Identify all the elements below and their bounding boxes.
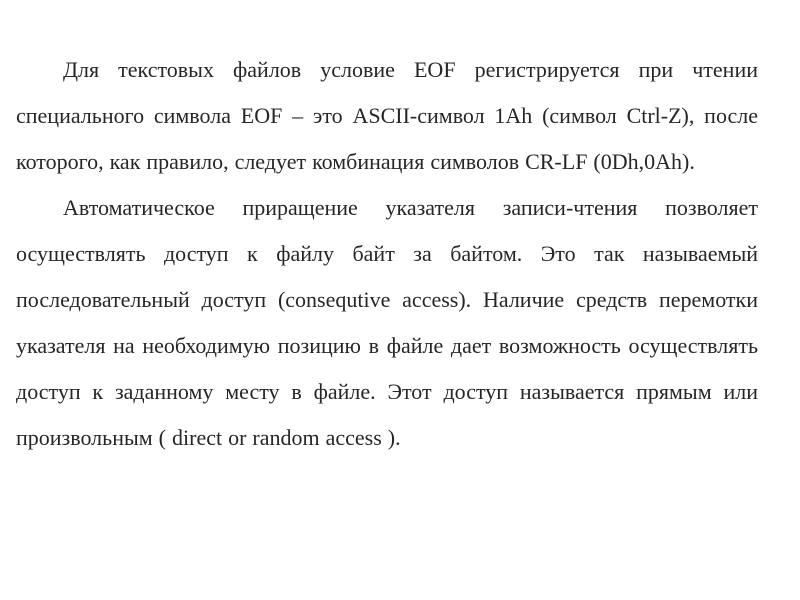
text-block — [16, 47, 758, 461]
paragraph-eof: Для текстовых файлов условие EOF регистрируется при чтении специального символа EOF – это ASCII-символ 1Ah (символ Ctrl-Z), после которого, как правило, следует комбинация символов CR-LF (0Dh,0Ah). — [16, 57, 758, 174]
paragraph-access: Автоматическое приращение указателя записи-чтения позволяет осуществлять доступ к файлу байт за байтом. Это так называемый последовательный доступ (consequtive access). Наличие средств перемотки указателя на необходимую позицию в файле дает возможность осуществлять доступ к заданному месту в файле. Этот доступ называется прямым или произвольным ( direct or random access ). — [16, 195, 758, 450]
